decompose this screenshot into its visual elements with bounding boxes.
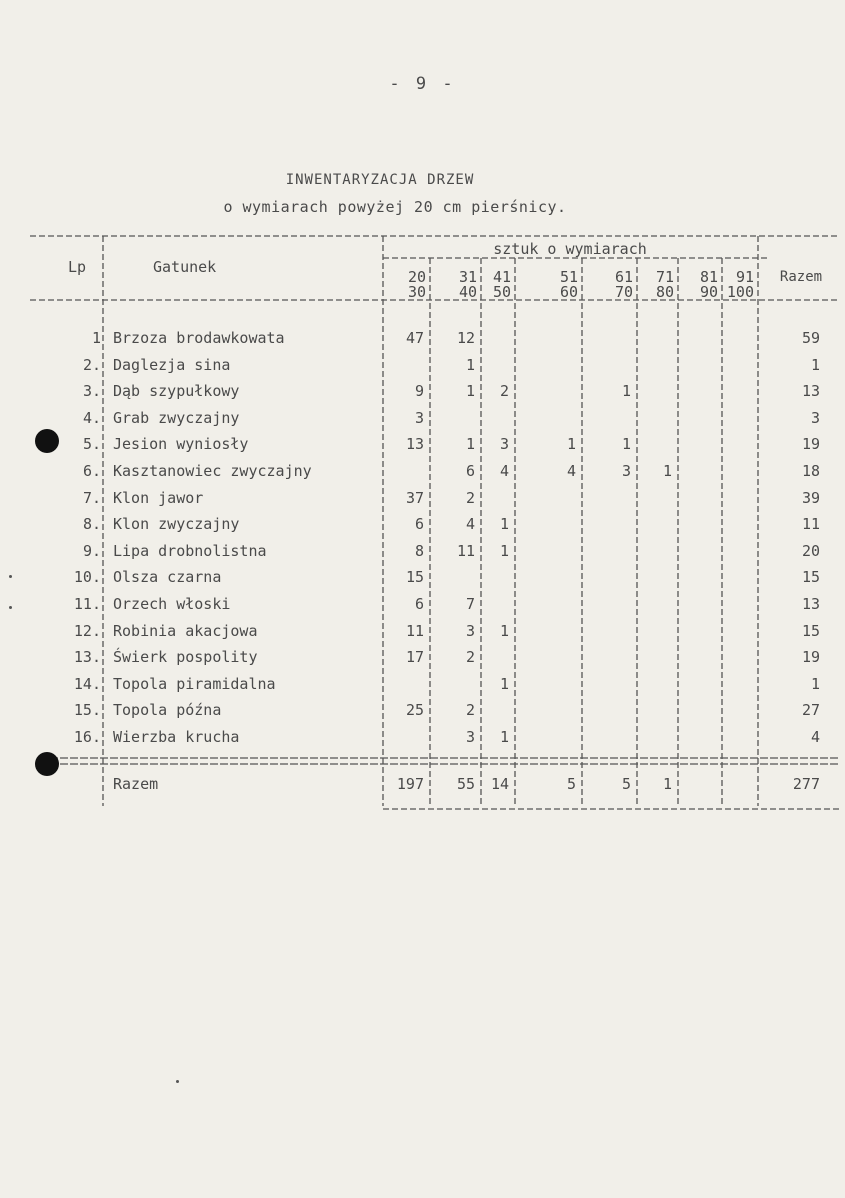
row-cell: 15 xyxy=(405,568,424,587)
row-cell: 3 xyxy=(621,462,631,480)
row-total: 4 xyxy=(810,728,820,746)
range-to: 90 xyxy=(699,283,718,301)
document-title: INWENTARYZACJA DRZEW xyxy=(285,172,475,188)
row-species: Klon zwyczajny xyxy=(113,515,240,534)
row-total: 13 xyxy=(801,382,820,401)
row-species: Dąb szypułkowy xyxy=(113,382,240,401)
paper-speck xyxy=(9,575,12,578)
row-cell: 8 xyxy=(414,541,424,560)
totals-cell: 5 xyxy=(621,775,631,793)
range-to: 80 xyxy=(655,283,674,301)
row-species: Lipa drobnolistna xyxy=(113,541,267,560)
row-lp: 14. xyxy=(73,674,101,693)
totals-cell: 197 xyxy=(396,775,424,793)
row-total: 39 xyxy=(801,488,820,507)
double-rule xyxy=(40,758,840,764)
totals-cell: 5 xyxy=(566,775,576,793)
paper-speck xyxy=(176,1080,179,1083)
row-species: Klon jawor xyxy=(113,488,204,507)
range-from: 51 xyxy=(559,268,578,286)
row-species: Topola piramidalna xyxy=(113,674,276,693)
row-cell: 11 xyxy=(405,621,424,640)
row-cell: 47 xyxy=(405,329,424,347)
row-total: 3 xyxy=(810,408,820,427)
row-species: Robinia akacjowa xyxy=(113,621,258,640)
row-lp: 5. xyxy=(82,435,101,454)
row-lp: 12. xyxy=(73,621,101,640)
row-cell: 6 xyxy=(414,595,424,613)
row-cell: 6 xyxy=(414,515,424,534)
row-total: 13 xyxy=(801,595,820,613)
header-lp: Lp xyxy=(68,258,87,276)
row-cell: 3 xyxy=(414,408,424,427)
range-from: 20 xyxy=(407,268,426,286)
row-total: 15 xyxy=(801,621,820,640)
row-lp: 7. xyxy=(82,488,101,507)
row-cell: 1 xyxy=(499,621,509,640)
row-cell: 1 xyxy=(499,728,509,746)
range-to: 50 xyxy=(492,283,511,301)
row-species: Topola późna xyxy=(113,701,222,720)
row-lp: 6. xyxy=(82,462,101,480)
row-cell: 4 xyxy=(499,462,509,480)
row-cell: 9 xyxy=(414,382,424,401)
row-cell: 1 xyxy=(465,435,475,454)
range-to: 40 xyxy=(458,283,477,301)
page-number: - 9 - xyxy=(389,74,456,94)
row-species: Świerk pospolity xyxy=(113,648,258,667)
row-species: Orzech włoski xyxy=(113,595,231,613)
row-cell: 1 xyxy=(465,355,475,374)
row-species: Jesion wyniosły xyxy=(113,435,249,454)
range-from: 81 xyxy=(699,268,718,286)
row-total: 11 xyxy=(801,515,820,534)
row-lp: 2. xyxy=(82,355,101,374)
row-cell: 12 xyxy=(456,329,475,347)
row-species: Grab zwyczajny xyxy=(113,408,240,427)
row-total: 1 xyxy=(810,355,820,374)
row-total: 20 xyxy=(801,541,820,560)
punch-hole xyxy=(35,429,59,453)
row-total: 19 xyxy=(801,648,820,667)
range-to: 70 xyxy=(614,283,633,301)
row-cell: 3 xyxy=(465,621,475,640)
row-cell: 25 xyxy=(405,701,424,720)
row-species: Kasztanowiec zwyczajny xyxy=(113,462,312,480)
row-total: 18 xyxy=(801,462,820,480)
row-cell: 1 xyxy=(621,435,631,454)
row-cell: 3 xyxy=(465,728,475,746)
range-from: 71 xyxy=(655,268,674,286)
totals-cell: 14 xyxy=(490,775,509,793)
row-species: Olsza czarna xyxy=(113,568,222,587)
punch-hole xyxy=(35,752,59,776)
totals-label: Razem xyxy=(113,775,159,793)
row-cell: 4 xyxy=(566,462,576,480)
row-cell: 2 xyxy=(465,648,475,667)
row-cell: 13 xyxy=(405,435,424,454)
row-cell: 1 xyxy=(499,674,509,693)
row-cell: 1 xyxy=(465,382,475,401)
paper-speck xyxy=(9,606,12,609)
row-cell: 2 xyxy=(499,382,509,401)
row-total: 19 xyxy=(801,435,820,454)
range-to: 100 xyxy=(726,283,754,301)
row-lp: 16. xyxy=(73,728,101,746)
row-cell: 17 xyxy=(405,648,424,667)
row-lp: 10. xyxy=(73,568,101,587)
range-to: 60 xyxy=(559,283,578,301)
row-cell: 1 xyxy=(499,515,509,534)
row-cell: 2 xyxy=(465,488,475,507)
row-cell: 4 xyxy=(465,515,475,534)
row-cell: 7 xyxy=(465,595,475,613)
row-cell: 2 xyxy=(465,701,475,720)
range-from: 41 xyxy=(492,268,511,286)
row-cell: 1 xyxy=(621,382,631,401)
range-from: 31 xyxy=(458,268,477,286)
row-lp: 9. xyxy=(82,541,101,560)
row-species: Brzoza brodawkowata xyxy=(113,329,285,347)
header-gatunek: Gatunek xyxy=(153,258,217,276)
document-subtitle: o wymiarach powyżej 20 cm pierśnicy. xyxy=(223,198,567,216)
row-lp: 8. xyxy=(82,515,101,534)
row-species: Daglezja sina xyxy=(113,355,231,374)
row-cell: 6 xyxy=(465,462,475,480)
row-total: 59 xyxy=(801,329,820,347)
range-from: 91 xyxy=(735,268,754,286)
range-from: 61 xyxy=(614,268,633,286)
row-lp: 4. xyxy=(82,408,101,427)
row-cell: 1 xyxy=(662,462,672,480)
row-lp: 1 xyxy=(91,329,101,347)
row-total: 27 xyxy=(801,701,820,720)
row-total: 15 xyxy=(801,568,820,587)
row-total: 1 xyxy=(810,674,820,693)
row-cell: 1 xyxy=(499,541,509,560)
row-lp: 3. xyxy=(82,382,101,401)
range-to: 30 xyxy=(407,283,426,301)
row-lp: 15. xyxy=(73,701,101,720)
row-species: Wierzba krucha xyxy=(113,728,240,746)
row-cell: 1 xyxy=(566,435,576,454)
header-razem: Razem xyxy=(779,269,823,285)
row-cell: 3 xyxy=(499,435,509,454)
row-lp: 11. xyxy=(73,595,101,613)
row-cell: 11 xyxy=(456,541,475,560)
row-lp: 13. xyxy=(73,648,101,667)
totals-cell: 1 xyxy=(662,775,672,793)
header-group: sztuk o wymiarach xyxy=(493,240,647,258)
row-cell: 37 xyxy=(405,488,424,507)
grand-total: 277 xyxy=(792,775,820,793)
totals-cell: 55 xyxy=(456,775,475,793)
